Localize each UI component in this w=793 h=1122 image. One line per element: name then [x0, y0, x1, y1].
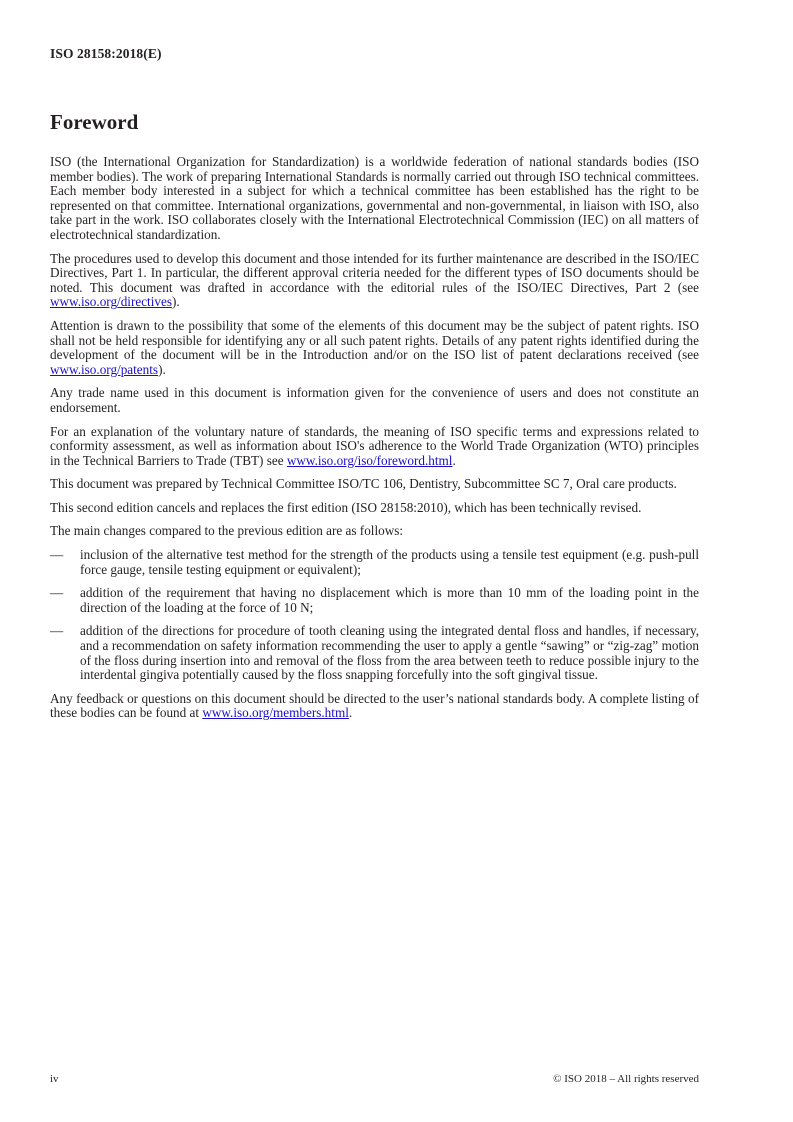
paragraph-text: ). — [158, 361, 166, 377]
foreword-body — [50, 155, 699, 730]
paragraph-text: ). — [171, 294, 180, 310]
list-item-text: inclusion of the alternative test method for the strength of the products using a tensile test equipment (e.g. push-pull force gauge, tensile testing equipment or equivalent); — [80, 547, 699, 577]
dash-bullet-icon: — — [50, 547, 64, 563]
paragraph-text: The main changes compared to the previous edition are as follows: — [50, 523, 404, 539]
paragraph-edition — [50, 501, 699, 516]
paragraph-text: . — [452, 452, 456, 468]
list-item — [50, 624, 699, 682]
paragraph-changes-intro — [50, 524, 699, 539]
paragraph-text: Any trade name used in this document is information given for the convenience of users and does not constitute an endorsement. — [50, 385, 699, 415]
paragraph-patents — [50, 319, 699, 377]
page-number: iv — [50, 1073, 59, 1085]
list-item-text: addition of the requirement that having no displacement which is more than 10 mm of the loading point in the direction of the loading at the force of 10 N; — [80, 585, 699, 615]
paragraph-feedback — [50, 692, 699, 721]
paragraph-text: . — [348, 705, 353, 721]
list-item — [50, 548, 699, 577]
paragraph-text: For an explanation of the voluntary nature of standards, the meaning of ISO specific terms and expressions related to conformity assessment, as well as information about ISO's adherence to the World Trade Organization (WTO) principles in the Technical Barriers to Trade (TBT) see — [50, 423, 699, 468]
list-item-text: addition of the directions for procedure of tooth cleaning using the integrated dental floss and handles, if necessary, and a recommendation on safety information recommending the user to apply a gentle “sawing” or “zig-zag” motion of the floss during insertion into and removal of the floss from the area between teeth to reduce possible injury to the interdental gingiva potentially caused by the floss snapping forcefully into the soft gingival tissue. — [80, 623, 699, 683]
paragraph-text: Attention is drawn to the possibility that some of the elements of this document may be the subject of patent rights. ISO shall not be held responsible for identifying any or all such patent rights. Details of any patent rights identified during the development of the document will be in the Introduction and/or on the ISO list of patent declarations received (see — [50, 317, 699, 363]
paragraph-voluntary-nature — [50, 425, 699, 469]
dash-bullet-icon: — — [50, 585, 64, 601]
directives-link[interactable]: www.iso.org/directives — [50, 294, 172, 310]
paragraph-text: ISO (the International Organization for Standardization) is a worldwide federation of national standards bodies (ISO member bodies). The work of preparing International Standards is normally carried out through ISO technical committees. Each member body interested in a subject for which a technical committee has been established has the right to be represented on that committee. International organizations, governmental and non-governmental, in liaison with ISO, also take part in the work. ISO collaborates closely with the International Electrotechnical Commission (IEC) on all matters of electrotechnical standardization. — [50, 154, 699, 242]
paragraph-text: Any feedback or questions on this document should be directed to the user’s national standards body. A complete listing of these bodies can be found at — [50, 690, 699, 721]
paragraph-procedures — [50, 252, 699, 310]
paragraph-text: The procedures used to develop this document and those intended for its further maintenance are described in the ISO/IEC Directives, Part 1. In particular, the different approval criteria needed for the different types of ISO documents should be noted. This document was drafted in accordance with the editorial rules of the ISO/IEC Directives, Part 2 (see — [50, 250, 699, 295]
document-page — [50, 0, 699, 1122]
page-title: Foreword — [50, 110, 139, 134]
document-id: ISO 28158:2018(E) — [50, 46, 162, 61]
dash-bullet-icon: — — [50, 623, 64, 639]
members-link[interactable]: www.iso.org/members.html — [202, 705, 349, 721]
paragraph-iso-intro — [50, 155, 699, 243]
paragraph-committee — [50, 477, 699, 492]
paragraph-trade-name — [50, 386, 699, 415]
copyright-notice: © ISO 2018 – All rights reserved — [553, 1073, 699, 1085]
paragraph-text: This second edition cancels and replaces the first edition (ISO 28158:2010), which has been technically revised. — [50, 499, 642, 515]
foreword-link[interactable]: www.iso.org/iso/foreword.html — [286, 452, 453, 468]
list-item — [50, 586, 699, 615]
paragraph-text: This document was prepared by Technical Committee ISO/TC 106, Dentistry, Subcommittee SC 7, Oral care products. — [50, 476, 677, 492]
changes-list — [50, 548, 699, 683]
patents-link[interactable]: www.iso.org/patents — [50, 361, 159, 377]
